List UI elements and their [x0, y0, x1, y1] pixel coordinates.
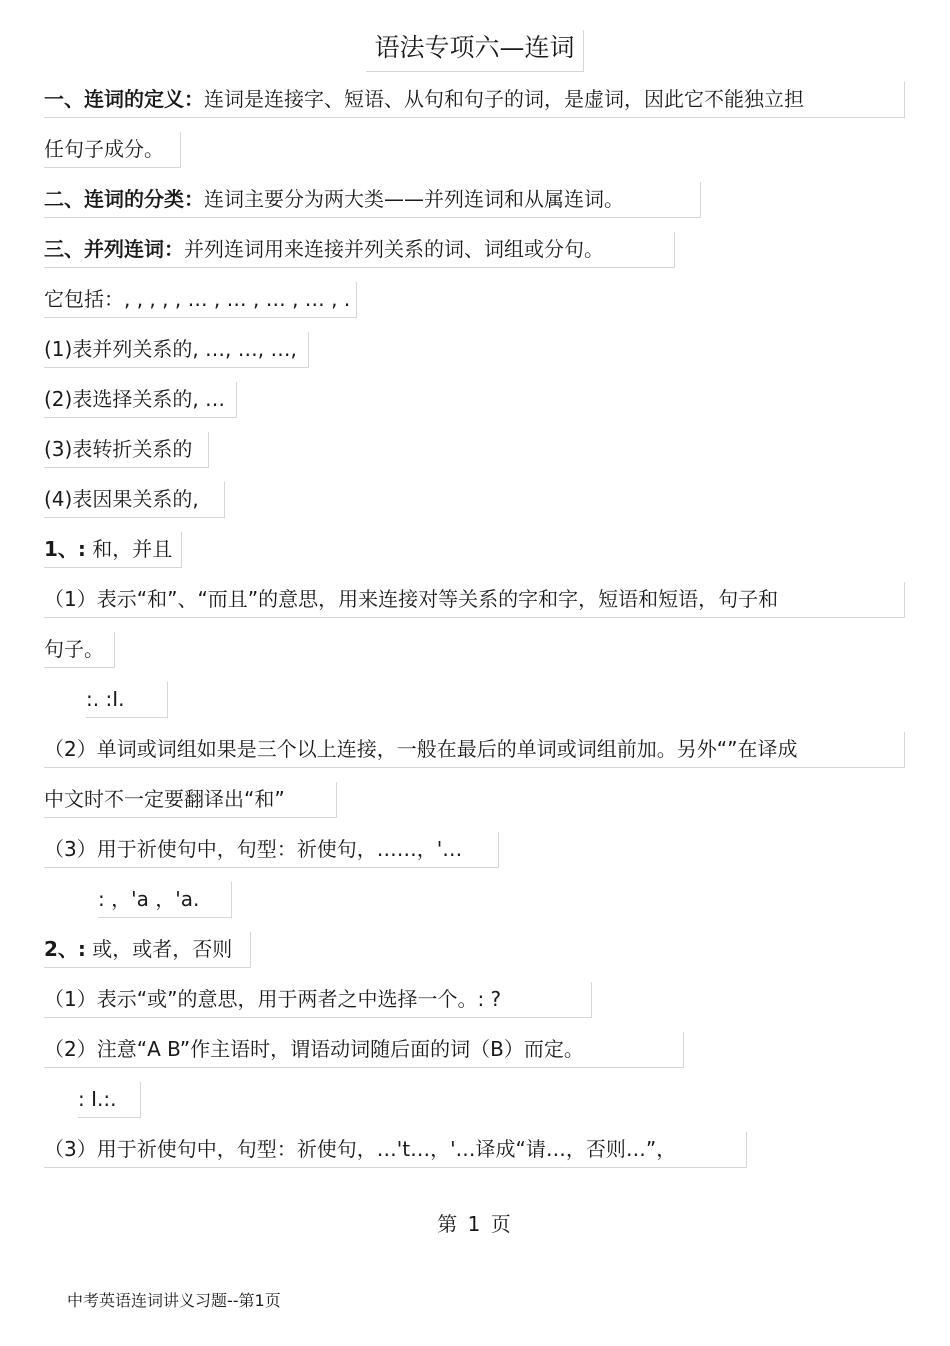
and-point-1-line-1: （1）表示“和”、“而且”的意思，用来连接对等关系的字和字，短语和短语，句子和 — [44, 582, 905, 618]
classification-text: 连词主要分为两大类——并列连词和从属连词。 — [204, 187, 624, 211]
and-heading-text: 和，并且 — [92, 537, 173, 561]
and-heading-line — [44, 532, 182, 568]
and-point-1-line-2: 句子。 — [44, 632, 115, 668]
document-title: 语法专项六—连词 — [366, 30, 584, 72]
or-heading-line — [44, 932, 251, 968]
page-number: 第 1 页 — [437, 1212, 513, 1236]
list-item-contrast: (3)表转折关系的 — [44, 432, 209, 468]
classification-heading: 二、连词的分类： — [44, 187, 204, 211]
or-heading-number: 2、: — [44, 937, 86, 961]
and-heading-number: 1、: — [44, 537, 86, 561]
and-point-3: （3）用于祈使句中，句型：祈使句，……，'… — [44, 832, 499, 868]
definition-text: 连词是连接字、短语、从句和句子的词，是虚词，因此它不能独立担 — [204, 87, 804, 111]
list-item-cause: (4)表因果关系的, — [44, 482, 225, 518]
definition-line-1 — [44, 82, 905, 118]
definition-line-2: 任句子成分。 — [44, 132, 181, 168]
list-item-parallel: (1)表并列关系的, …, …, …, — [44, 332, 309, 368]
or-point-1: （1）表示“或”的意思，用于两者之中选择一个。: ? — [44, 982, 592, 1018]
coordinating-text: 并列连词用来连接并列关系的词、词组或分句。 — [184, 237, 604, 261]
footer-text: 中考英语连词讲义习题--第1页 — [67, 1291, 281, 1310]
or-heading-text: 或，或者，否则 — [92, 937, 233, 961]
coordinating-heading: 三、并列连词： — [44, 237, 184, 261]
list-item-choice: (2)表选择关系的, … — [44, 382, 237, 418]
definition-heading: 一、连词的定义： — [44, 87, 204, 111]
includes-line: 它包括：, , , , , … , … , … , … , . — [44, 282, 357, 318]
or-point-3: （3）用于祈使句中，句型：祈使句，…'t…，'…译成“请…，否则…”， — [44, 1132, 747, 1168]
and-point-2-line-1: （2）单词或词组如果是三个以上连接，一般在最后的单词或词组前加。另外“”在译成 — [44, 732, 905, 768]
or-point-2: （2）注意“A B”作主语时，谓语动词随后面的词（B）而定。 — [44, 1032, 684, 1068]
or-example-2: : I.:. — [78, 1082, 141, 1118]
and-example-1: :. :I. — [86, 682, 168, 718]
coordinating-line — [44, 232, 675, 268]
and-point-2-line-2: 中文时不一定要翻译出“和” — [44, 782, 337, 818]
and-example-3: : ，'a ，'a. — [98, 882, 232, 918]
classification-line — [44, 182, 701, 218]
